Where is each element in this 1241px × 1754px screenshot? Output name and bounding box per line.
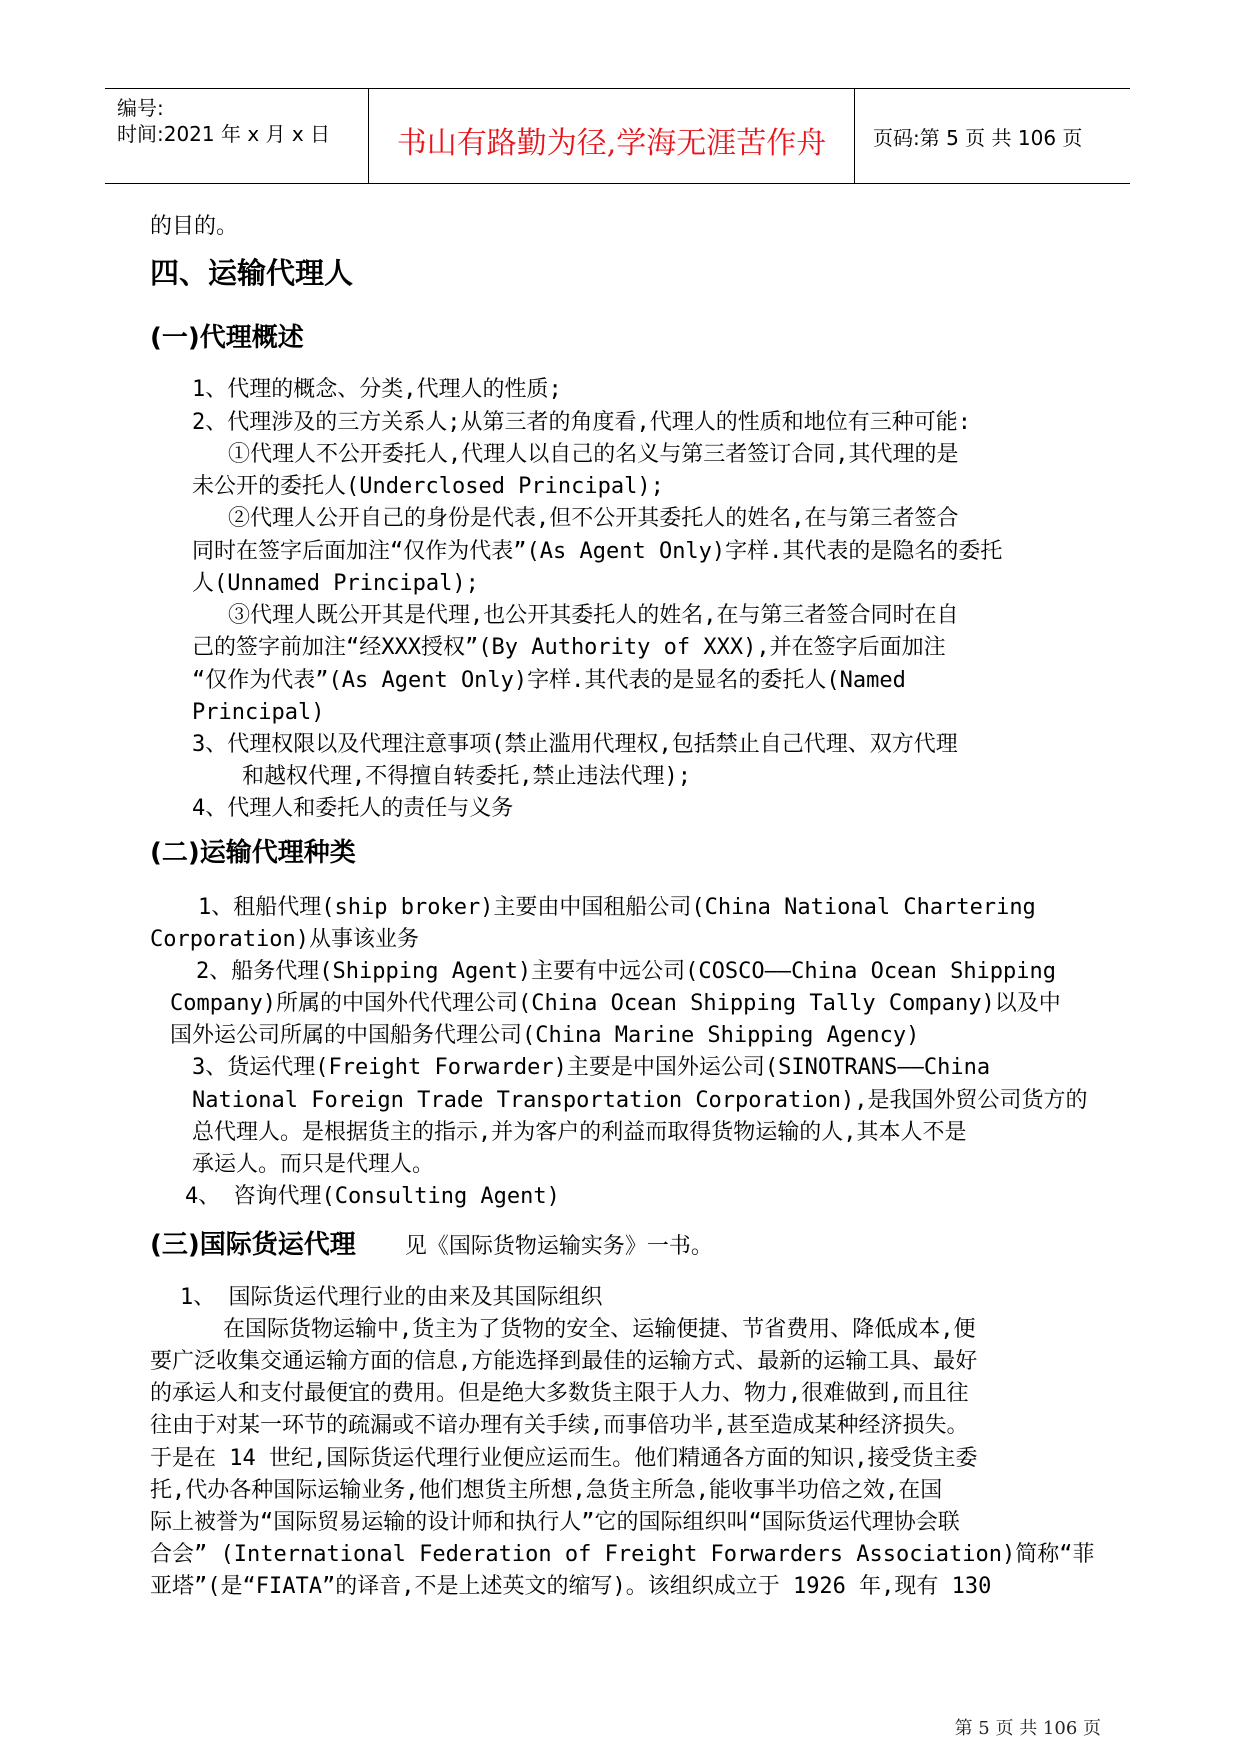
text-line: ②代理人公开自己的身份是代表,但不公开其委托人的姓名,在与第三者签合 xyxy=(228,506,959,531)
subsection-heading-title: (三)国际货运代理 xyxy=(150,1230,356,1260)
text-line: 人(Unnamed Principal); xyxy=(192,571,479,596)
text-line: 2、代理涉及的三方关系人;从第三者的角度看,代理人的性质和地位有三种可能: xyxy=(192,410,971,435)
text-line: 国外运公司所属的中国船务代理公司(China Marine Shipping Agency) xyxy=(170,1023,920,1048)
text-line: 和越权代理,不得擅自转委托,禁止违法代理); xyxy=(242,764,691,789)
text-line: 1、租船代理(ship broker)主要由中国租船公司(China National Chartering xyxy=(198,895,1036,920)
text-line: 1、 国际货运代理行业的由来及其国际组织 xyxy=(180,1285,603,1310)
text-line: 己的签字前加注“经XXX授权”(By Authority of XXX),并在签字后面加注 xyxy=(192,635,946,660)
text-line: 3、代理权限以及代理注意事项(禁止滥用代理权,包括禁止自己代理、双方代理 xyxy=(192,732,958,757)
text-line: 要广泛收集交通运输方面的信息,方能选择到最佳的运输方式、最新的运输工具、最好 xyxy=(150,1349,978,1374)
text-line: 4、 咨询代理(Consulting Agent) xyxy=(185,1184,560,1209)
text-line: 际上被誉为“国际贸易运输的设计师和执行人”它的国际组织叫“国际货运代理协会联 xyxy=(150,1510,960,1535)
text-line: 的承运人和支付最便宜的费用。但是绝大多数货主限于人力、物力,很难做到,而且往 xyxy=(150,1381,969,1406)
text-line: 3、货运代理(Freight Forwarder)主要是中国外运公司(SINOTRANS——China xyxy=(192,1055,991,1080)
text-line: 4、代理人和委托人的责任与义务 xyxy=(192,796,514,821)
text-line: Principal) xyxy=(192,700,325,725)
subsection-heading-note: 见《国际货物运输实务》一书。 xyxy=(404,1234,713,1259)
header-motto: 书山有路勤为径,学海无涯苦作舟 xyxy=(396,126,827,161)
text-line: Company)所属的中国外代代理公司(China Ocean Shipping Tally Company)以及中 xyxy=(170,991,1061,1016)
text-line: 总代理人。是根据货主的指示,并为客户的利益而取得货物运输的人,其本人不是 xyxy=(192,1120,967,1145)
text-line: ③代理人既公开其是代理,也公开其委托人的姓名,在与第三者签合同时在自 xyxy=(228,603,959,628)
header-page-code: 页码:第 5 页 共 106 页 xyxy=(873,126,1083,150)
header-info-cell xyxy=(105,89,369,183)
doc-time-label: 时间:2021 年 x 月 x 日 xyxy=(117,122,331,146)
text-line: 的目的。 xyxy=(150,214,239,239)
header-page-cell xyxy=(855,89,1130,183)
text-line: 往由于对某一环节的疏漏或不谙办理有关手续,而事倍功半,甚至造成某种经济损失。 xyxy=(150,1413,969,1438)
page-footer: 第 5 页 共 106 页 xyxy=(954,1718,1101,1739)
text-line: ①代理人不公开委托人,代理人以自己的名义与第三者签订合同,其代理的是 xyxy=(228,442,959,467)
subsection-heading: (二)运输代理种类 xyxy=(150,838,356,868)
text-line: 2、船务代理(Shipping Agent)主要有中远公司(COSCO——China Ocean Shipping xyxy=(196,959,1057,984)
subsection-heading: (一)代理概述 xyxy=(150,323,304,353)
text-line: 托,代办各种国际运输业务,他们想货主所想,急货主所急,能收事半功倍之效,在国 xyxy=(150,1478,943,1503)
text-line: “仅作为代表”(As Agent Only)字样.其代表的是显名的委托人(Named xyxy=(192,668,906,693)
text-line: 同时在签字后面加注“仅作为代表”(As Agent Only)字样.其代表的是隐名的委托 xyxy=(192,539,1003,564)
text-line: 1、代理的概念、分类,代理人的性质; xyxy=(192,377,562,402)
text-line: 亚塔”(是“FIATA”的译音,不是上述英文的缩写)。该组织成立于 1926 年,现有 130 xyxy=(150,1574,992,1599)
text-line: 合会” (International Federation of Freight Forwarders Association)简称“菲 xyxy=(150,1542,1095,1567)
text-line: 承运人。而只是代理人。 xyxy=(192,1152,435,1177)
text-line: 于是在 14 世纪,国际货运代理行业便应运而生。他们精通各方面的知识,接受货主委 xyxy=(150,1446,978,1471)
header-motto-cell xyxy=(369,89,855,183)
section-heading: 四、运输代理人 xyxy=(150,256,354,290)
subsection-heading xyxy=(150,1230,713,1262)
doc-number-label: 编号: xyxy=(117,96,164,120)
text-line: Corporation)从事该业务 xyxy=(150,927,419,952)
page-header xyxy=(105,88,1130,184)
text-line: National Foreign Trade Transportation Corporation),是我国外贸公司货方的 xyxy=(192,1088,1088,1113)
text-line: 未公开的委托人(Underclosed Principal); xyxy=(192,474,664,499)
text-line: 在国际货物运输中,货主为了货物的安全、运输便捷、节省费用、降低成本,便 xyxy=(223,1317,976,1342)
